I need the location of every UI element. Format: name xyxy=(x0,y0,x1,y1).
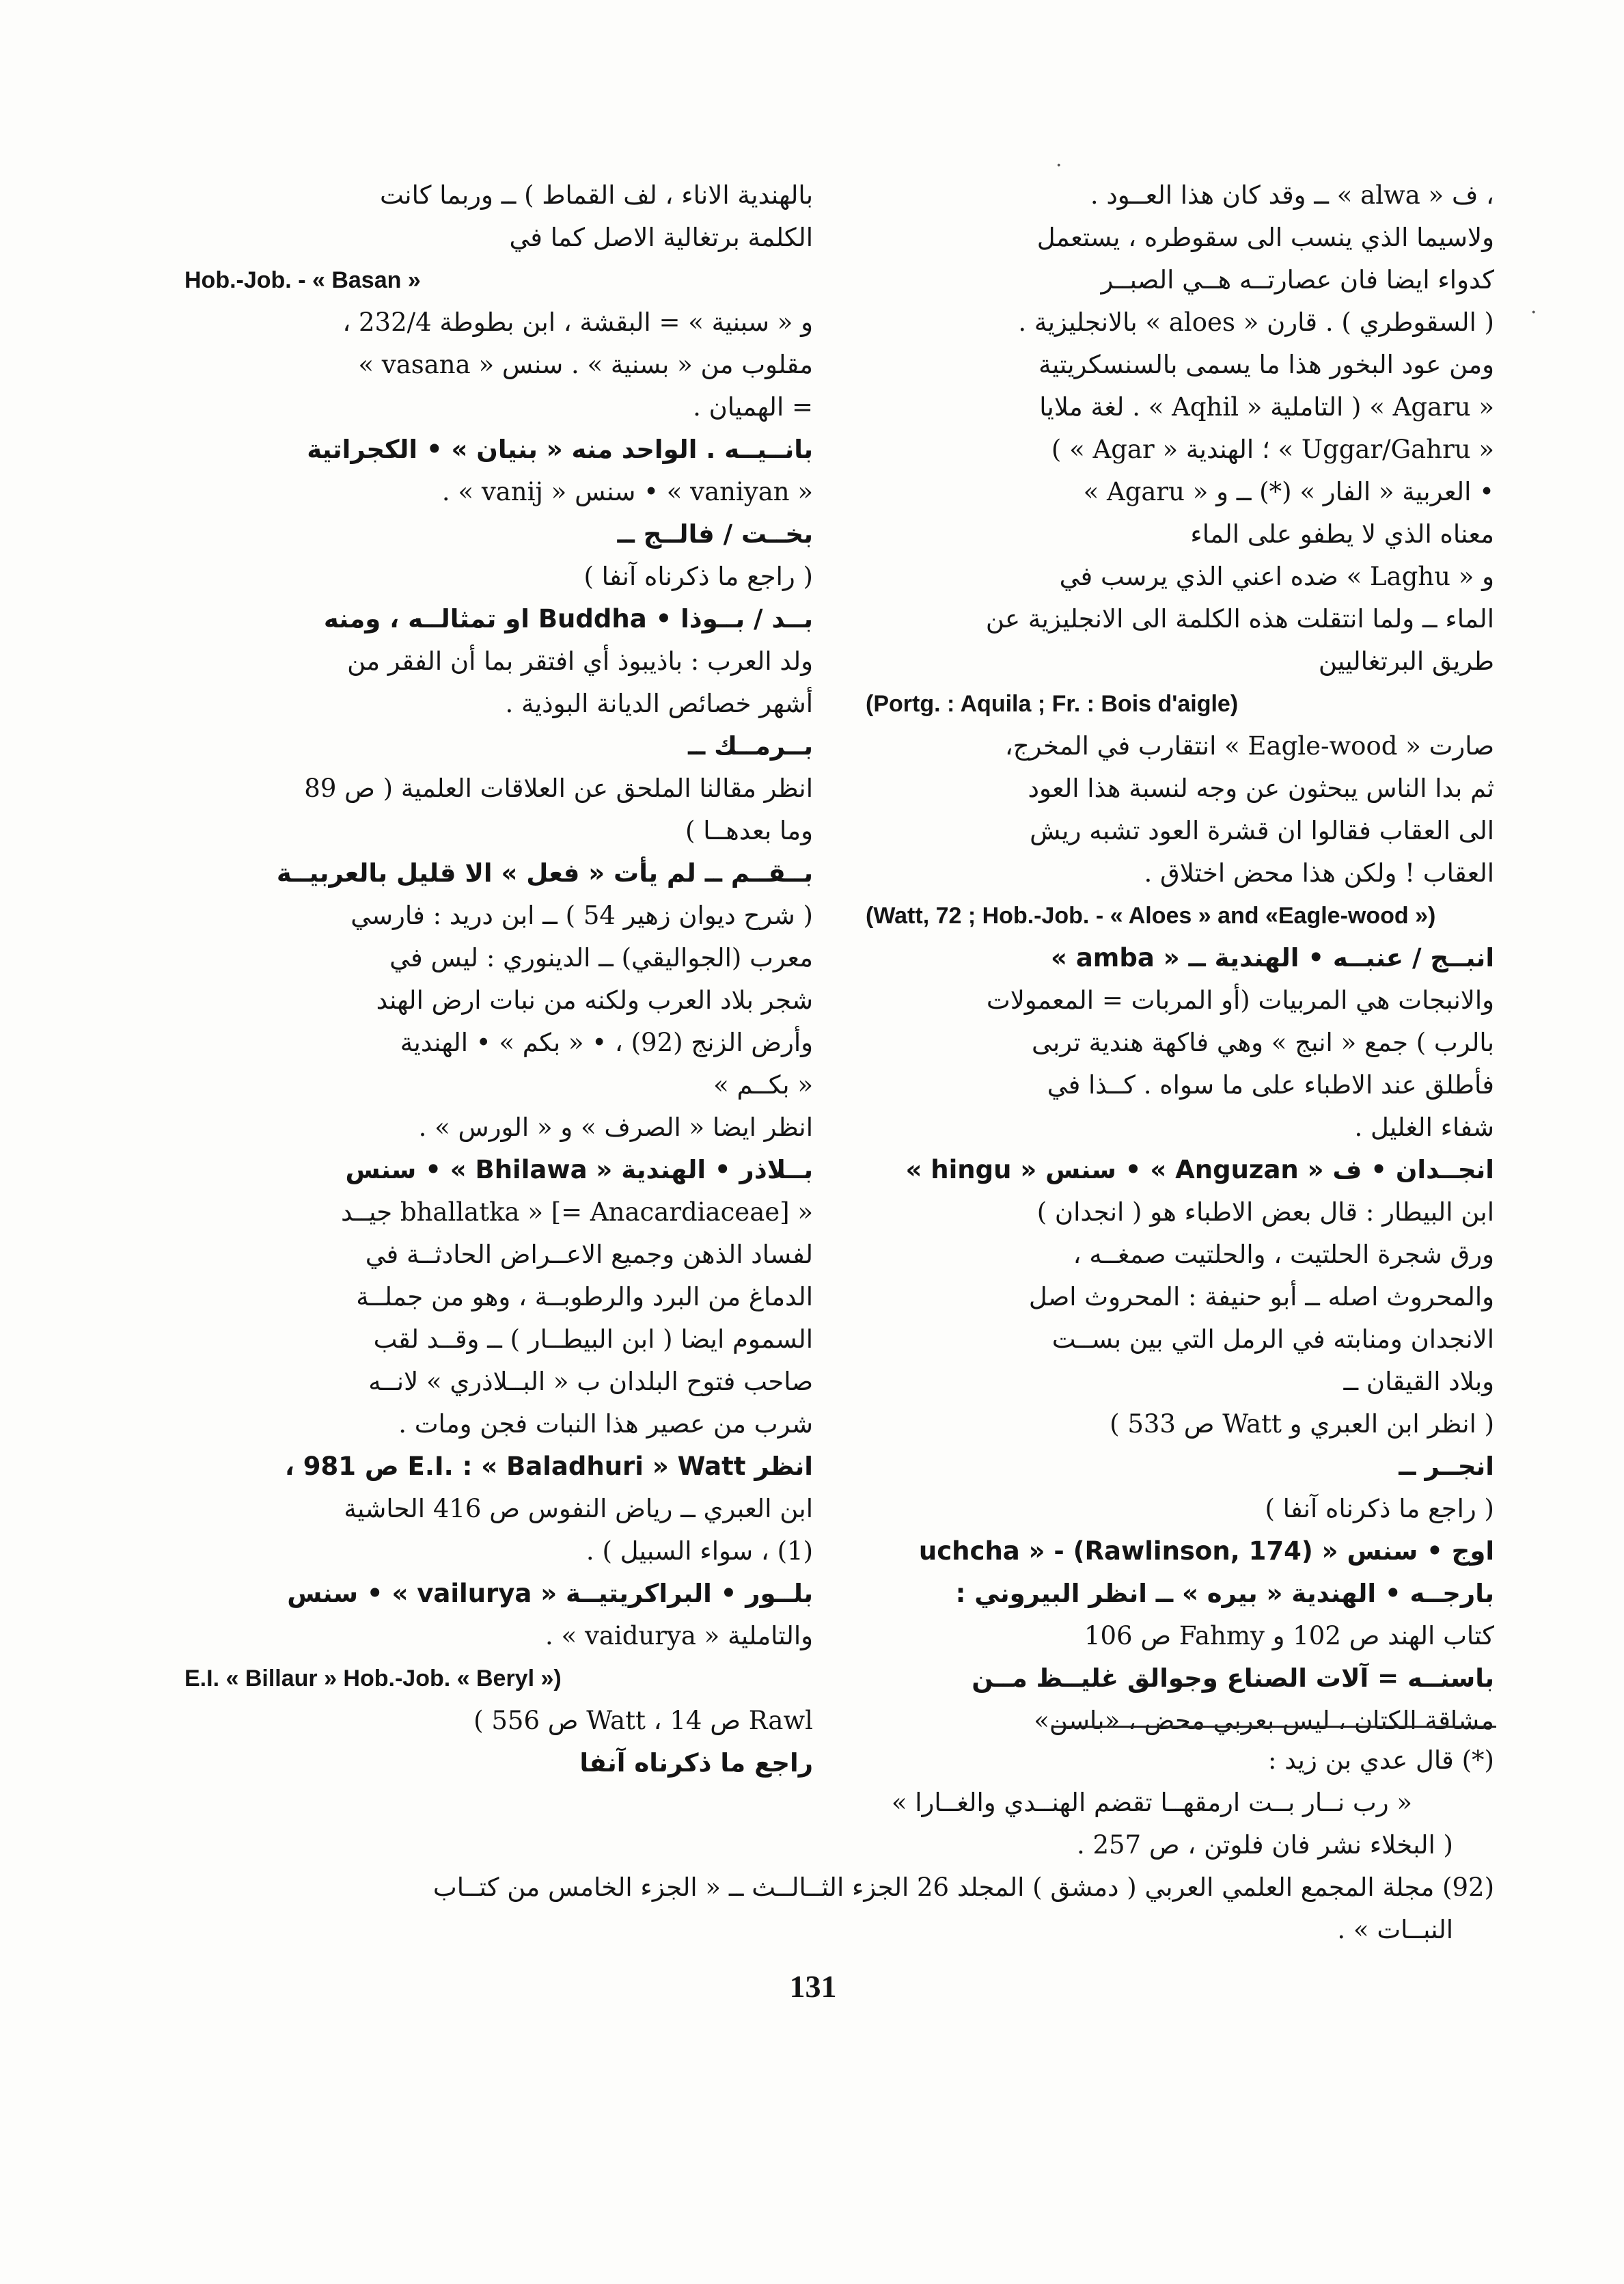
right-column xyxy=(866,174,1494,1742)
text-line: ورق شجرة الحلتيت ، والحلتيت صمغــه ، xyxy=(1073,1240,1494,1269)
text-line: = الهميان . xyxy=(693,392,813,422)
text-line: الماء ــ ولما انتقلت هذه الكلمة الى الانجليزية عن xyxy=(985,604,1494,634)
stray-dot: · xyxy=(1056,154,1062,178)
text-line: صاحب فتوح البلدان ب « البــلاذري » لانــه xyxy=(368,1367,813,1396)
text-line: وما بعدهــا ) xyxy=(685,816,813,845)
text-line: فأطلق عند الاطباء على ما سواه . كــذا في xyxy=(1047,1070,1494,1100)
footnote-line: ( البخلاء نشر فان فلوتن ، ص 257 . xyxy=(1076,1830,1453,1860)
text-line: الانجدان ومنابته في الرمل التي بين بســت xyxy=(1051,1324,1494,1354)
footnote-line: (92) مجلة المجمع العلمي العربي ( دمشق ) المجلد 26 الجزء الثــالــث ــ « الجزء الخامس من كتــاب xyxy=(432,1873,1494,1902)
text-line: صارت « Eagle-wood » انتقارب في المخرج، xyxy=(1004,731,1494,761)
text-line: راجع ما ذكرناه آنفا xyxy=(579,1748,813,1778)
entry-heading: انجــدان • ف « Anguzan » • سنس « hingu » xyxy=(905,1155,1494,1184)
text-line: ، ف « alwa » ــ وقد كان هذا العــود . xyxy=(1090,180,1494,210)
stray-dot: · xyxy=(1530,301,1537,325)
text-line: بالرب ) جمع « انبج » وهي فاكهة هندية تربى xyxy=(1031,1028,1494,1057)
text-line: الدماغ من البرد والرطوبــة ، وهو من جملــة xyxy=(356,1282,813,1311)
left-column xyxy=(184,174,813,1784)
entry-heading: بــلاذر • الهندية « Bhilawa » • سنس xyxy=(345,1155,813,1184)
page-number: 131 xyxy=(789,1969,837,2004)
entry-heading: بــد / بــوذا • Buddha او تمثالــه ، ومنه xyxy=(323,604,813,634)
text-line: ابن البيطار : قال بعض الاطباء هو ( انجدان ) xyxy=(1036,1197,1494,1227)
text-line: مشاقة الكتان ، ليس بعربي محض ، «باسن» xyxy=(1034,1706,1494,1735)
text-line: السموم ايضا ( ابن البيطــار ) ــ وقــد لقب xyxy=(373,1324,813,1354)
text-line: الى العقاب فقالوا ان قشرة العود تشبه ريش xyxy=(1030,816,1494,845)
text-line: ( انظر ابن العبري و Watt ص 533 ) xyxy=(1110,1409,1494,1439)
entry-heading: بــقــم ــ لم يأت « فعل » الا قليل بالعربيــة xyxy=(276,858,813,888)
entry-heading: بــرمــك ــ xyxy=(687,731,813,761)
text-line: « Agaru » ( التاملية « Aqhil » . لغة ملايا xyxy=(1039,392,1494,422)
text-line: « بكــم » xyxy=(713,1070,813,1100)
text-line: ومن عود البخور هذا ما يسمى بالسنسكريتية xyxy=(1038,350,1494,379)
text-line: و « سبنية » = البقشة ، ابن بطوطة 232/4 ، xyxy=(342,308,813,337)
text-line: شفاء الغليل . xyxy=(1354,1113,1494,1142)
text-line: ( السقوطري ) . قارن « aloes » بالانجليزية . xyxy=(1018,308,1494,337)
text-line: انظر ايضا « الصرف » و « الورس » . xyxy=(418,1113,813,1142)
latin-reference: Hob.-Job. - « Basan » xyxy=(184,267,421,293)
text-line: « vaniyan » • سنس « vanij » . xyxy=(441,477,813,506)
entry-heading: بارجــه • الهندية « بيره » ــ انظر البيروني : xyxy=(955,1579,1494,1608)
footnote-line: « رب نــار بــت ارمقهــا تقضم الهنــدي والغــارا » xyxy=(891,1788,1412,1817)
footnote-line: النبــات » . xyxy=(1337,1915,1453,1944)
text-line: معناه الذي لا يطفو على الماء xyxy=(1190,519,1494,549)
text-line: ( راجع ما ذكرناه آنفا ) xyxy=(1265,1494,1494,1523)
text-line: شرب من عصير هذا النبات فجن ومات . xyxy=(398,1409,813,1439)
text-line: والتاملية « vaidurya » . xyxy=(545,1621,813,1650)
latin-reference: E.I. « Billaur » Hob.-Job. « Beryl ») xyxy=(184,1666,562,1691)
text-line: (1) ، سواء السبيل ) . xyxy=(586,1536,813,1566)
text-line: لفساد الذهن وجميع الاعــراض الحادثــة في xyxy=(365,1240,813,1269)
text-line: « Uggar/Gahru » ؛ الهندية « Agar » ) xyxy=(1051,435,1494,464)
entry-heading: انبــج / عنبــه • الهندية ــ « amba » xyxy=(1051,943,1494,973)
text-line: و « Laghu » ضده اعني الذي يرسب في xyxy=(1059,562,1494,591)
text-line: شجر بلاد العرب ولكنه من نبات ارض الهند xyxy=(376,985,813,1015)
text-line: انظر مقالنا الملحق عن العلاقات العلمية ( ص 89 xyxy=(304,774,813,803)
entry-heading: انظر E.I. : « Baladhuri » Watt ص 981 ، xyxy=(284,1452,813,1481)
text-line: وبلاد القيقان ــ xyxy=(1343,1367,1494,1396)
latin-reference: (Portg. : Aquila ; Fr. : Bois d'aigle) xyxy=(866,691,1239,717)
text-line: • العربية « الفار » (*) ــ و « Agaru » xyxy=(1083,477,1494,506)
footnotes xyxy=(141,1739,1494,1951)
text-line: كتاب الهند ص 102 و Fahmy ص 106 xyxy=(1084,1621,1494,1650)
text-line: ثم بدا الناس يبحثون عن وجه لنسبة هذا العود xyxy=(1028,774,1494,803)
text-line: « bhallatka » [= Anacardiaceae] جيــد xyxy=(341,1197,813,1227)
text-line: وأرض الزنج (92) ، • « بكم » • الهندية xyxy=(400,1028,813,1057)
entry-heading: باسنــه = آلات الصناع وجوالق غليــظ مــن xyxy=(972,1663,1494,1693)
entry-heading: انجــر ــ xyxy=(1399,1452,1494,1481)
footnote-separator xyxy=(1052,1726,1496,1728)
entry-heading: بانــيــه . الواحد منه « بنيان » • الكجراتية xyxy=(307,435,813,464)
text-line: والمحروث اصله ــ أبو حنيفة : المحروث اصل xyxy=(1028,1282,1494,1311)
text-line: كدواء ايضا فان عصارتــه هــي الصبــر xyxy=(1101,265,1494,295)
text-line: ( راجع ما ذكرناه آنفا ) xyxy=(583,562,813,591)
text-line: بالهندية الاناء ، لف القماط ) ــ وربما كانت xyxy=(379,180,813,210)
latin-reference: (Watt, 72 ; Hob.-Job. - « Aloes » and «Eagle-wood ») xyxy=(866,903,1436,929)
text-line: مقلوب من « بسنية » . سنس « vasana » xyxy=(358,350,813,379)
entry-heading: اوج • سنس « uchcha » - (Rawlinson, 174) xyxy=(918,1536,1494,1566)
text-line: العقاب ! ولكن هذا محض اختلاق . xyxy=(1144,858,1494,888)
text-line: طريق البرتغاليين xyxy=(1318,647,1494,676)
text-line: ابن العبري ــ رياض النفوس ص 416 الحاشية xyxy=(344,1494,813,1523)
entry-heading: بلــور • البراكريتيــة « vailurya » • سنس xyxy=(287,1579,813,1608)
footnote-line: (*) قال عدي بن زيد : xyxy=(1268,1745,1494,1775)
text-line: ( شرح ديوان زهير 54 ) ــ ابن دريد : فارسي xyxy=(350,901,813,930)
text-line: ولاسيما الذي ينسب الى سقوطره ، يستعمل xyxy=(1036,223,1494,252)
text-line: معرب (الجواليقي) ــ الدينوري : ليس في xyxy=(389,943,813,973)
entry-heading: بخــت / فالــج ــ xyxy=(617,519,813,549)
text-line: أشهر خصائص الديانة البوذية . xyxy=(505,689,813,718)
text-line: ولد العرب : باذيبوذ أي افتقر بما أن الفقر من xyxy=(347,647,813,676)
text-line: الكلمة برتغالية الاصل كما في xyxy=(509,223,813,252)
text-line: Rawl ص 14 ، Watt ص 556 ) xyxy=(473,1706,813,1735)
text-line: والانبجات هي المربيات (أو المربات = المعمولات xyxy=(986,985,1494,1015)
